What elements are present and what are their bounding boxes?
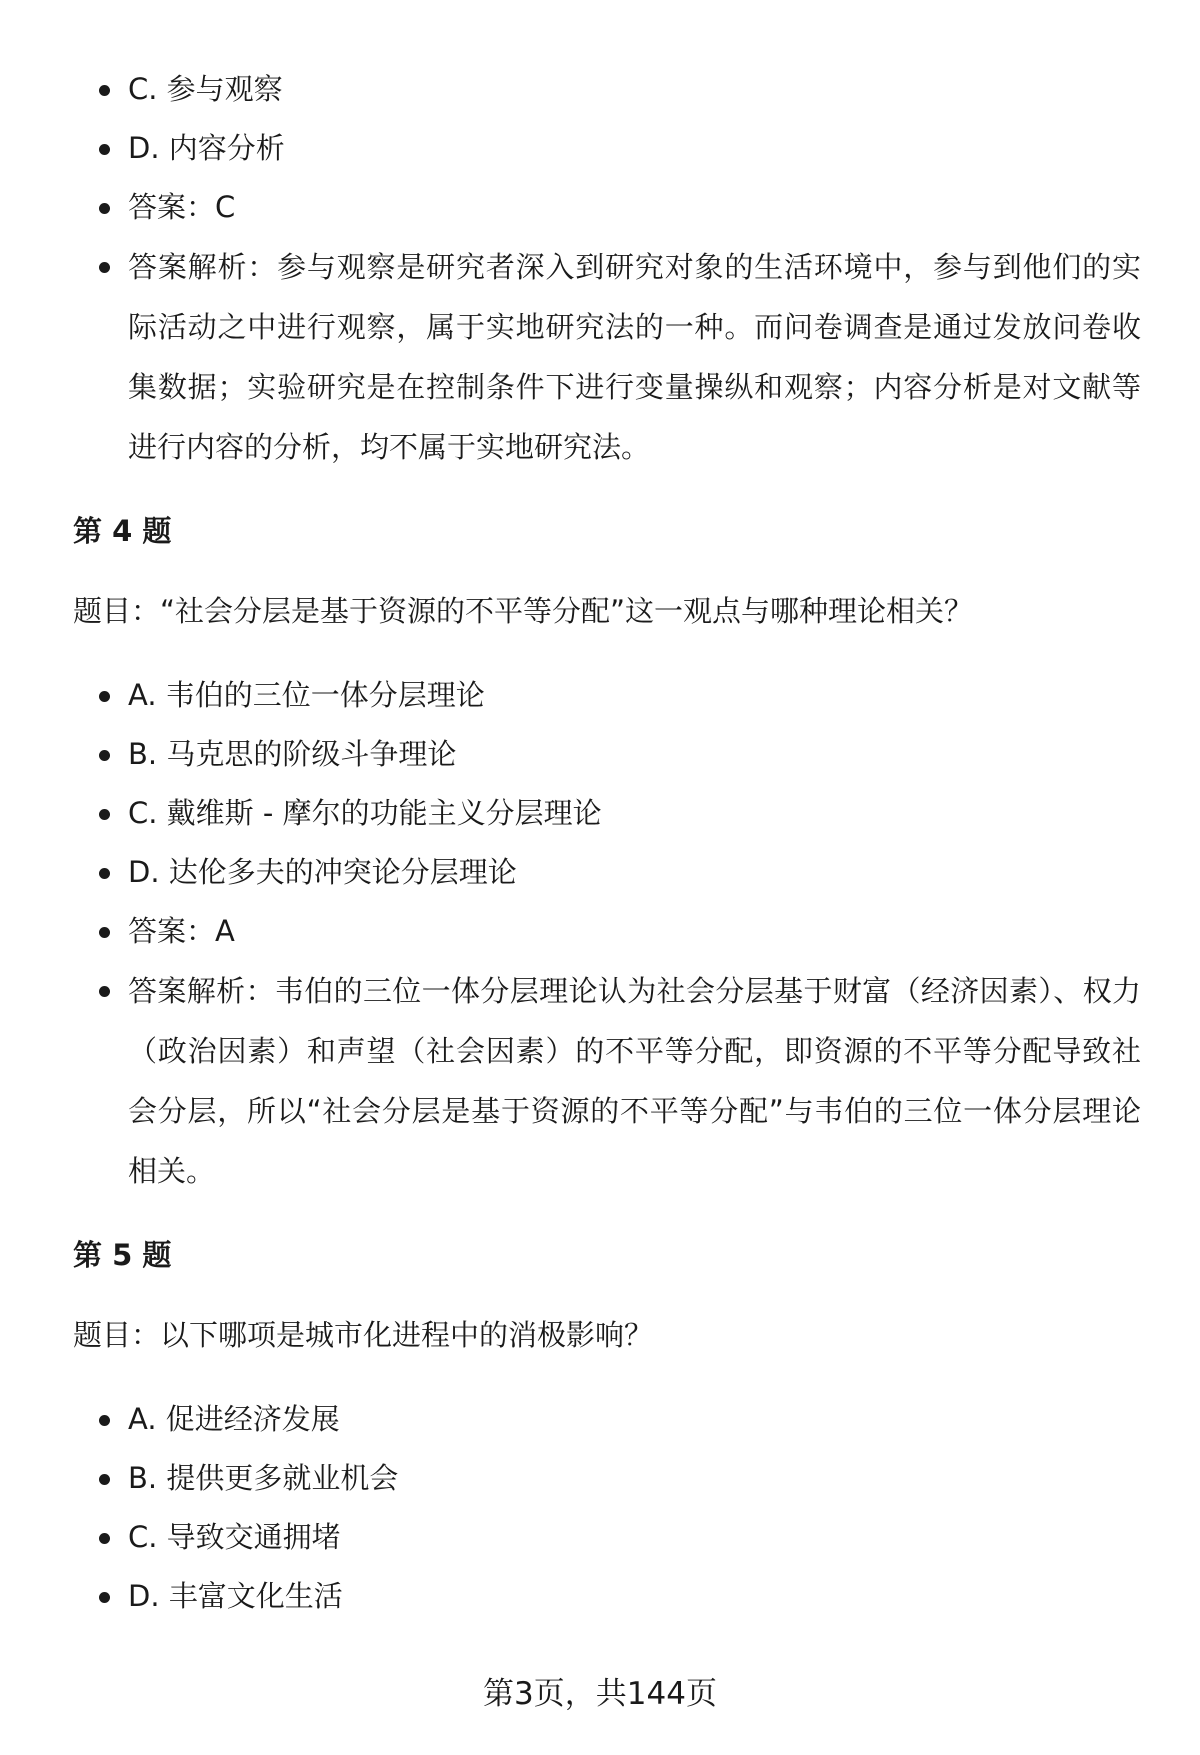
q5-option-b: B. 提供更多就业机会 [73,1449,1141,1508]
q3-answer: 答案：C [73,178,1141,237]
q5-heading: 第 5 题 [73,1238,172,1272]
q4-question: 题目：“社会分层是基于资源的不平等分配”这一观点与哪种理论相关？ [73,594,974,628]
q5-question: 题目：以下哪项是城市化进程中的消极影响？ [73,1318,654,1352]
q5-option-d: D. 丰富文化生活 [73,1567,1141,1626]
q4-option-d: D. 达伦多夫的冲突论分层理论 [73,843,1141,902]
q3-option-d: D. 内容分析 [73,119,1141,178]
q4-option-c: C. 戴维斯 - 摩尔的功能主义分层理论 [73,784,1141,843]
q3-option-c: C. 参与观察 [73,60,1141,119]
q3-options [73,60,1141,477]
q4-heading: 第 4 题 [73,514,172,548]
q4-answer: 答案：A [73,902,1141,961]
q5-option-c: C. 导致交通拥堵 [73,1508,1141,1567]
q5-options [73,1390,1141,1626]
q4-option-a: A. 韦伯的三位一体分层理论 [73,666,1141,725]
q4-explanation: 答案解析：韦伯的三位一体分层理论认为社会分层基于财富（经济因素）、权力（政治因素）和声望（社会因素）的不平等分配，即资源的不平等分配导致社会分层，所以“社会分层是基于资源的不平等分配”与韦伯的三位一体分层理论相关。 [73,961,1141,1201]
document-page [73,60,1141,1626]
q4-options [73,666,1141,1201]
q5-option-a: A. 促进经济发展 [73,1390,1141,1449]
page-number-footer: 第3页，共144页 [483,1676,717,1712]
q3-explanation: 答案解析：参与观察是研究者深入到研究对象的生活环境中，参与到他们的实际活动之中进行观察，属于实地研究法的一种。而问卷调查是通过发放问卷收集数据；实验研究是在控制条件下进行变量操纵和观察；内容分析是对文献等进行内容的分析，均不属于实地研究法。 [73,237,1141,477]
q4-option-b: B. 马克思的阶级斗争理论 [73,725,1141,784]
